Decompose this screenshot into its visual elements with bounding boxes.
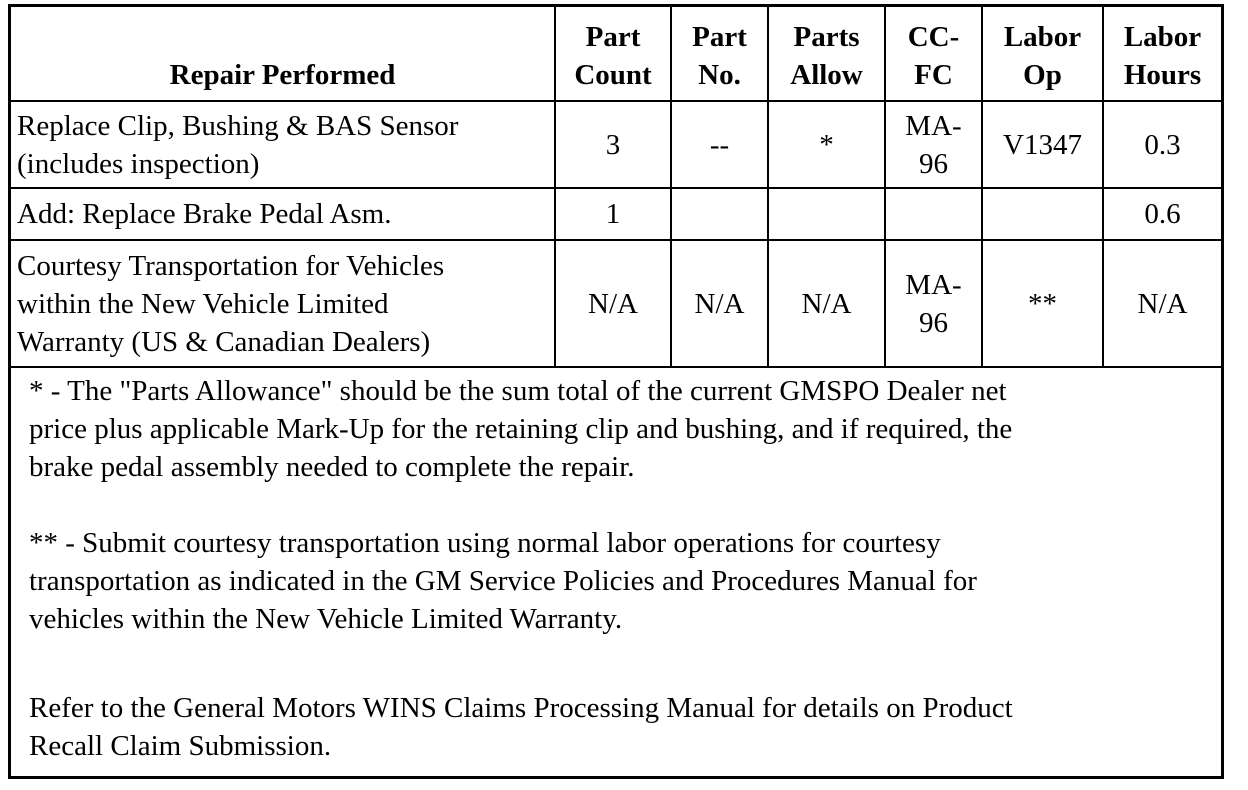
header-parts-allow: [768, 7, 885, 101]
parts-allow-cell: N/A: [768, 240, 885, 367]
header-cc-fc-line1: CC-: [907, 21, 960, 53]
repair-line: Courtesy Transportation for Vehicles: [17, 249, 445, 282]
claim-information-box: [8, 4, 1224, 779]
header-part-count: [555, 7, 671, 101]
header-labor-op-line1: Labor: [1003, 21, 1082, 53]
header-part-no: [671, 7, 768, 101]
footnotes: [11, 368, 1221, 765]
repair-cell: [11, 240, 555, 367]
footnote-claims-manual: [29, 689, 1203, 765]
note-line: Recall Claim Submission.: [29, 730, 332, 762]
repair-cell: [11, 188, 555, 240]
labor-claim-table: [11, 7, 1221, 368]
header-cc-fc-line2: FC: [914, 59, 953, 91]
table-row: [11, 101, 1221, 188]
labor-hours-cell: 0.3: [1103, 101, 1221, 188]
note-line: ** - Submit courtesy transportation using normal labor operations for courtesy: [29, 527, 941, 559]
parts-allow-cell: *: [768, 101, 885, 188]
header-repair-label: Repair Performed: [169, 59, 396, 91]
part-count-cell: 3: [555, 101, 671, 188]
part-count-cell: N/A: [555, 240, 671, 367]
note-line: transportation as indicated in the GM Service Policies and Procedures Manual for: [29, 565, 977, 597]
repair-line: within the New Vehicle Limited: [17, 287, 389, 320]
note-line: price plus applicable Mark-Up for the retaining clip and bushing, and if required, the: [29, 413, 1013, 445]
cc-fc-line: 96: [919, 306, 948, 339]
labor-hours-cell: 0.6: [1103, 188, 1221, 240]
labor-op-cell: **: [982, 240, 1103, 367]
labor-op-cell: V1347: [982, 101, 1103, 188]
cc-fc-cell: [885, 101, 982, 188]
repair-line: (includes inspection): [17, 147, 260, 180]
part-no-cell: N/A: [671, 240, 768, 367]
table-row: [11, 240, 1221, 367]
footnote-courtesy-transportation: [29, 524, 1203, 638]
note-line: brake pedal assembly needed to complete the repair.: [29, 451, 635, 483]
header-labor-hours-line1: Labor: [1123, 21, 1202, 53]
repair-line: Replace Clip, Bushing & BAS Sensor: [17, 109, 459, 142]
footnote-parts-allowance: [29, 372, 1203, 486]
header-repair-performed: [11, 7, 555, 101]
table-row: [11, 188, 1221, 240]
labor-op-cell: [982, 188, 1103, 240]
header-labor-hours-line2: Hours: [1123, 59, 1202, 91]
note-line: * - The "Parts Allowance" should be the sum total of the current GMSPO Dealer net: [29, 375, 1007, 407]
repair-cell: [11, 101, 555, 188]
header-part-no-line1: Part: [692, 21, 747, 53]
part-count-cell: 1: [555, 188, 671, 240]
header-parts-allow-line2: Allow: [790, 59, 863, 91]
header-labor-op: [982, 7, 1103, 101]
labor-hours-cell: N/A: [1103, 240, 1221, 367]
header-labor-op-line2: Op: [1023, 59, 1062, 91]
header-labor-hours: [1103, 7, 1221, 101]
cc-fc-cell: [885, 188, 982, 240]
repair-line: Warranty (US & Canadian Dealers): [17, 325, 431, 358]
table-header-row: [11, 7, 1221, 101]
header-part-count-line2: Count: [574, 59, 652, 91]
note-line: Refer to the General Motors WINS Claims Processing Manual for details on Product: [29, 692, 1013, 724]
header-parts-allow-line1: Parts: [793, 21, 860, 53]
cc-fc-line: MA-: [905, 268, 962, 301]
repair-line: Add: Replace Brake Pedal Asm.: [17, 198, 392, 230]
header-part-count-line1: Part: [585, 21, 641, 53]
header-cc-fc: [885, 7, 982, 101]
part-no-cell: [671, 188, 768, 240]
cc-fc-cell: [885, 240, 982, 367]
cc-fc-line: 96: [919, 147, 948, 180]
parts-allow-cell: [768, 188, 885, 240]
cc-fc-line: MA-: [905, 109, 962, 142]
note-line: vehicles within the New Vehicle Limited Warranty.: [29, 603, 623, 635]
part-no-cell: --: [671, 101, 768, 188]
header-part-no-line2: No.: [698, 59, 741, 91]
